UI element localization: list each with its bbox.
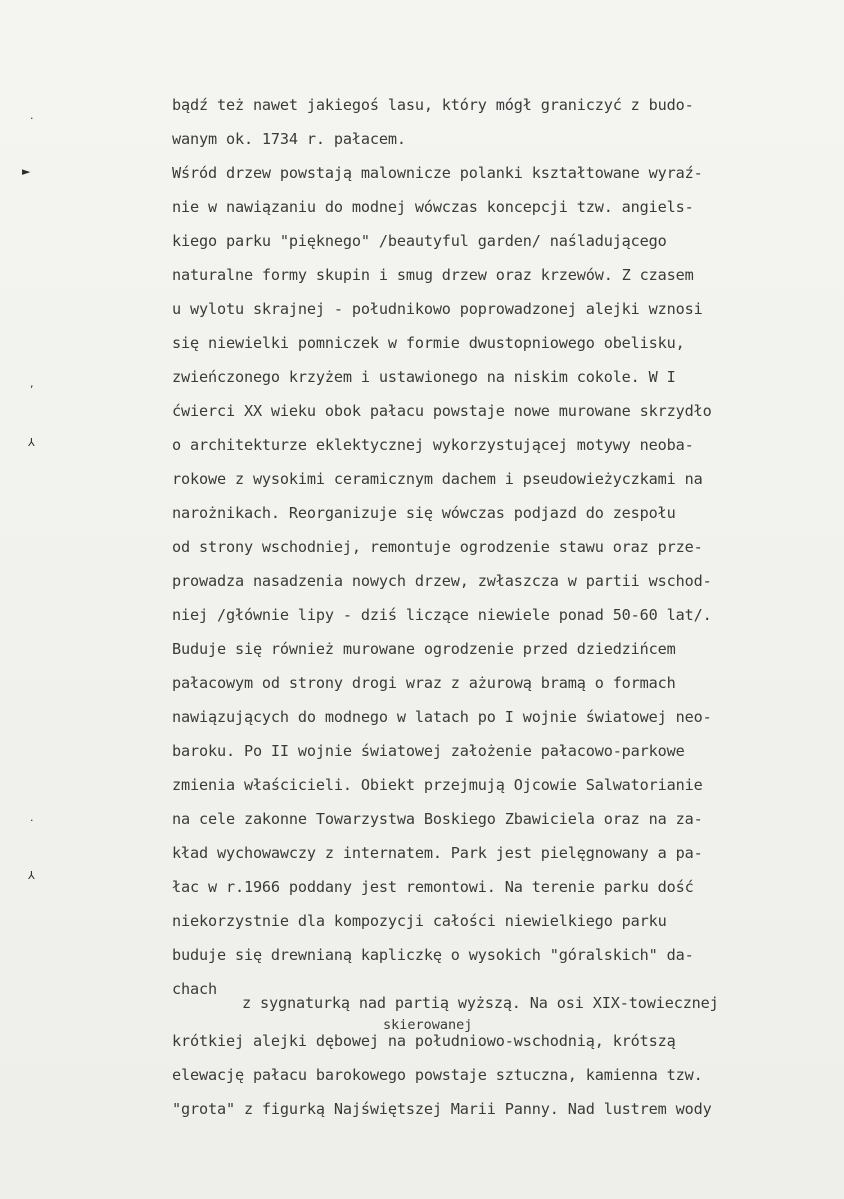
text-line: bądź też nawet jakiegoś lasu, który mógł graniczyć z budo- [172,96,694,114]
text-line: nie w nawiązaniu do modnej wówczas koncepcji tzw. angiels- [172,198,694,216]
text-line: "grota" z figurką Najświętszej Marii Panny. Nad lustrem wody [172,1100,712,1118]
text-line: Buduje się również murowane ogrodzenie przed dziedzińcem [172,640,676,658]
text-line: się niewielki pomniczek w formie dwustopniowego obelisku, [172,334,685,352]
text-line: łac w r.1966 poddany jest remontowi. Na terenie parku dość [172,878,694,896]
handwritten-insertion: skierowanej [383,1017,473,1033]
margin-mark: ⅄ [28,869,35,882]
text-line: z sygnaturką nad partią wyższą. Na osi XIX-towiecznej [242,994,719,1012]
text-line: wanym ok. 1734 r. pałacem. [172,130,406,148]
text-line: niekorzystnie dla kompozycji całości niewielkiego parku [172,912,667,930]
text-line: na cele zakonne Towarzystwa Boskiego Zbawiciela oraz na za- [172,810,703,828]
text-line: ćwierci XX wieku obok pałacu powstaje nowe murowane skrzydło [172,402,712,420]
text-line: kiego parku "pięknego" /beautyful garden/ naśladującego [172,232,667,250]
text-line: nawiązujących do modnego w latach po I wojnie światowej neo- [172,708,712,726]
text-line: u wylotu skrajnej - południkowo poprowadzonej alejki wznosi [172,300,703,318]
text-line: narożnikach. Reorganizuje się wówczas podjazd do zespołu [172,504,676,522]
text-line: od strony wschodniej, remontuje ogrodzenie stawu oraz prze- [172,538,703,556]
text-line: krótkiej alejki dębowej na południowo-wschodnią, krótszą [172,1032,676,1050]
text-line: buduje się drewnianą kapliczkę o wysokich "góralskich" da- [172,946,694,964]
text-line: Wśród drzew powstają malownicze polanki kształtowane wyraź- [172,164,703,182]
text-line: o architekturze eklektycznej wykorzystującej motywy neoba- [172,436,694,454]
text-line: elewację pałacu barokowego powstaje sztuczna, kamienna tzw. [172,1066,703,1084]
text-line: kład wychowawczy z internatem. Park jest pielęgnowany a pa- [172,844,703,862]
margin-mark: ► [22,165,31,178]
text-line: chach [172,980,217,998]
text-line: baroku. Po II wojnie światowej założenie pałacowo-parkowe [172,742,685,760]
text-line: pałacowym od strony drogi wraz z ażurową bramą o formach [172,674,676,692]
text-line: rokowe z wysokimi ceramicznym dachem i pseudowieżyczkami na [172,470,703,488]
text-line: zwieńczonego krzyżem i ustawionego na niskim cokole. W I [172,368,676,386]
text-line: zmienia właścicieli. Obiekt przejmują Ojcowie Salwatorianie [172,776,703,794]
margin-mark: . [30,811,34,824]
margin-mark: ⅄ [28,436,35,449]
text-line: naturalne formy skupin i smug drzew oraz krzewów. Z czasem [172,266,694,284]
text-line: niej /głównie lipy - dziś liczące niewiele ponad 50-60 lat/. [172,606,712,624]
margin-mark: . [30,109,34,122]
margin-mark: , [30,377,34,390]
text-line: prowadza nasadzenia nowych drzew, zwłaszcza w partii wschod- [172,572,712,590]
